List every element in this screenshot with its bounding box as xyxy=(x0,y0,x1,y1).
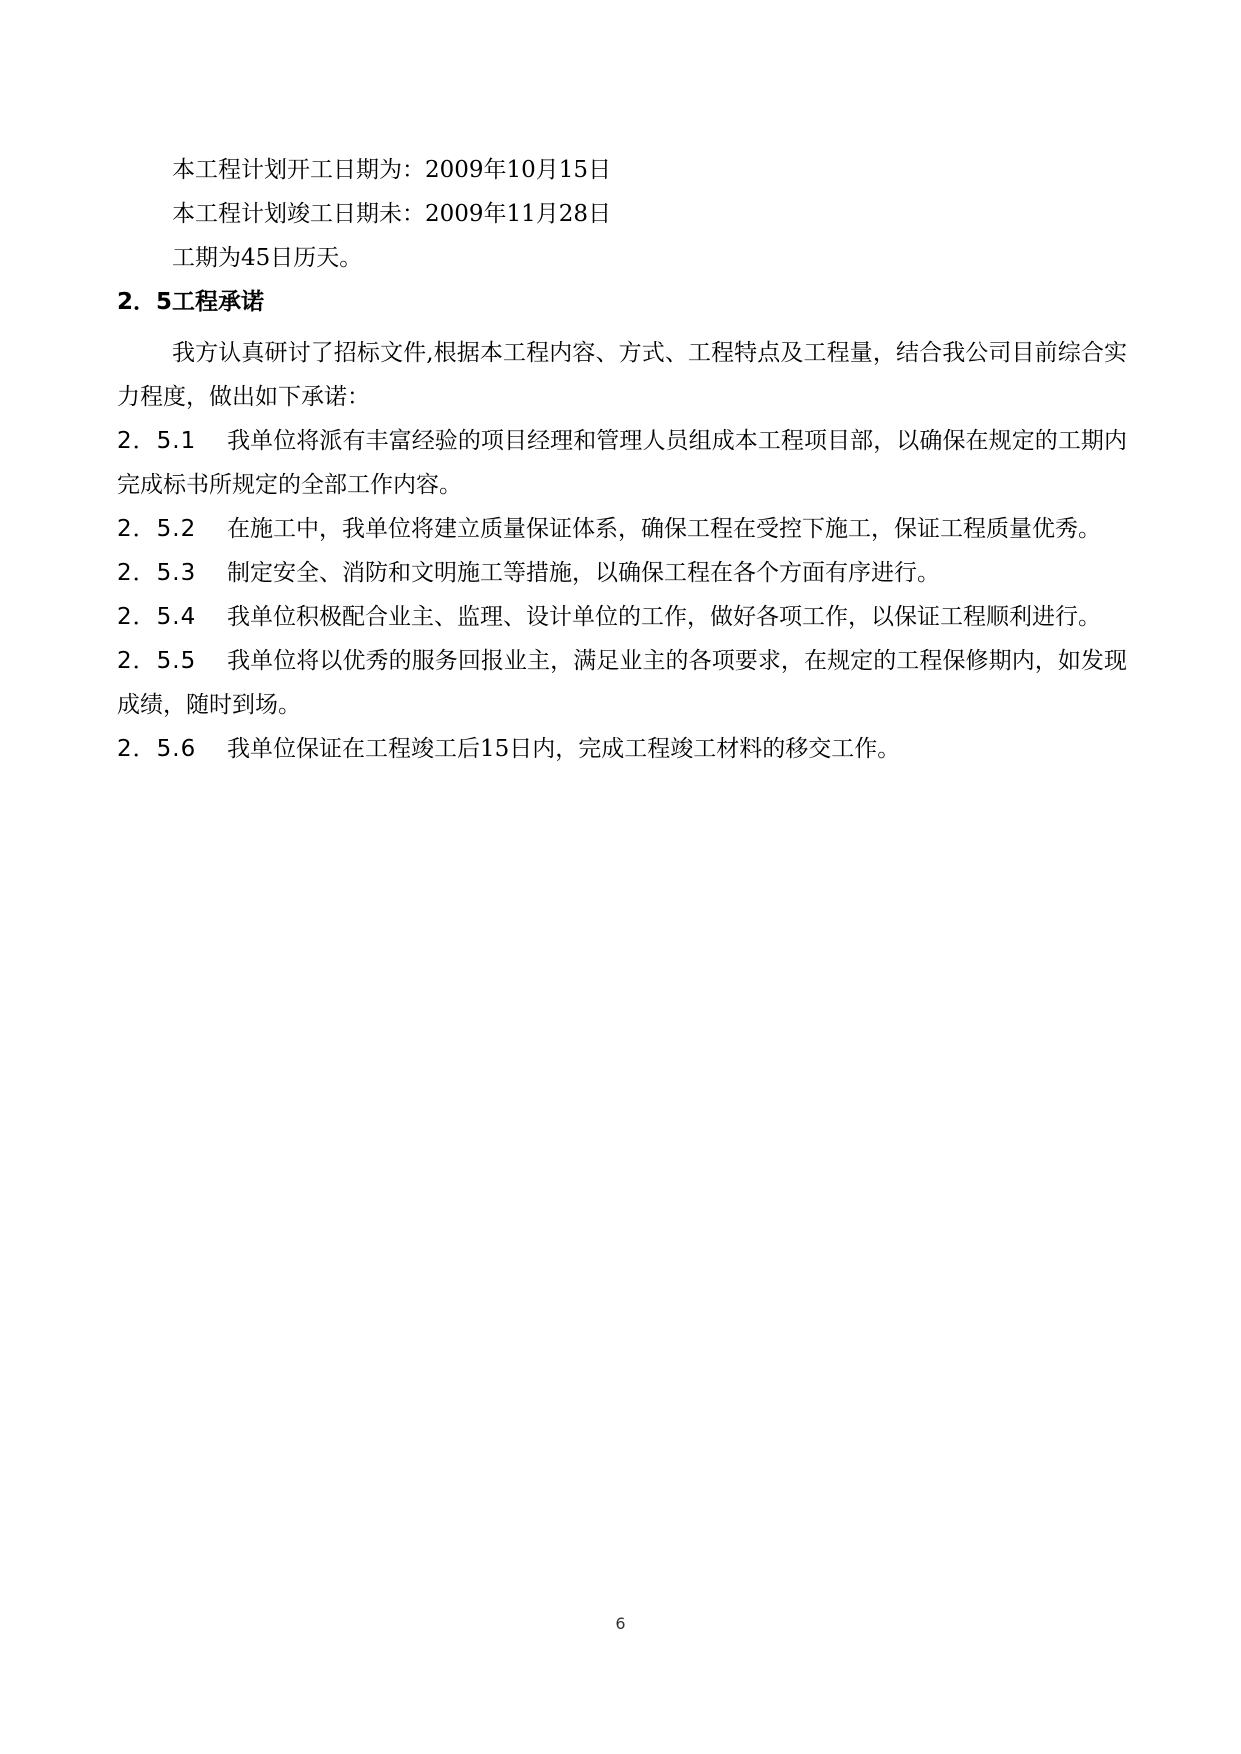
item-text: 在施工中，我单位将建立质量保证体系，确保工程在受控下施工，保证工程质量优秀。 xyxy=(227,516,1101,542)
commitment-item xyxy=(117,419,1127,507)
item-text: 我单位将派有丰富经验的项目经理和管理人员组成本工程项目部，以确保在规定的工期内完成标书所规定的全部工作内容。 xyxy=(117,428,1127,498)
start-date-line: 本工程计划开工日期为：2009年10月15日 xyxy=(172,157,612,183)
item-number: 2．5.4 xyxy=(117,604,197,630)
item-number: 2．5.2 xyxy=(117,516,197,542)
item-number: 2．5.1 xyxy=(117,428,197,454)
item-text: 我单位保证在工程竣工后15日内，完成工程竣工材料的移交工作。 xyxy=(227,736,901,762)
page-number: 6 xyxy=(615,1614,626,1633)
end-date-line: 本工程计划竣工日期未：2009年11月28日 xyxy=(172,201,612,227)
commitment-item xyxy=(117,727,1127,771)
item-text: 我单位积极配合业主、监理、设计单位的工作，做好各项工作，以保证工程顺利进行。 xyxy=(227,604,1101,630)
item-text: 制定安全、消防和文明施工等措施，以确保工程在各个方面有序进行。 xyxy=(227,560,940,586)
commitment-item xyxy=(117,507,1127,551)
section-heading: 2．5工程承诺 xyxy=(117,289,265,315)
commitment-item xyxy=(117,551,1127,595)
page-content xyxy=(117,155,1127,771)
duration-line: 工期为45日历天。 xyxy=(172,245,363,271)
item-number: 2．5.5 xyxy=(117,648,197,674)
commitment-item xyxy=(117,595,1127,639)
commitment-item xyxy=(117,639,1127,727)
intro-paragraph: 我方认真研讨了招标文件,根据本工程内容、方式、工程特点及工程量，结合我公司目前综合实力程度，做出如下承诺： xyxy=(117,340,1127,410)
item-number: 2．5.6 xyxy=(117,736,197,762)
item-text: 我单位将以优秀的服务回报业主，满足业主的各项要求，在规定的工程保修期内，如发现成绩，随时到场。 xyxy=(117,648,1127,718)
item-number: 2．5.3 xyxy=(117,560,197,586)
